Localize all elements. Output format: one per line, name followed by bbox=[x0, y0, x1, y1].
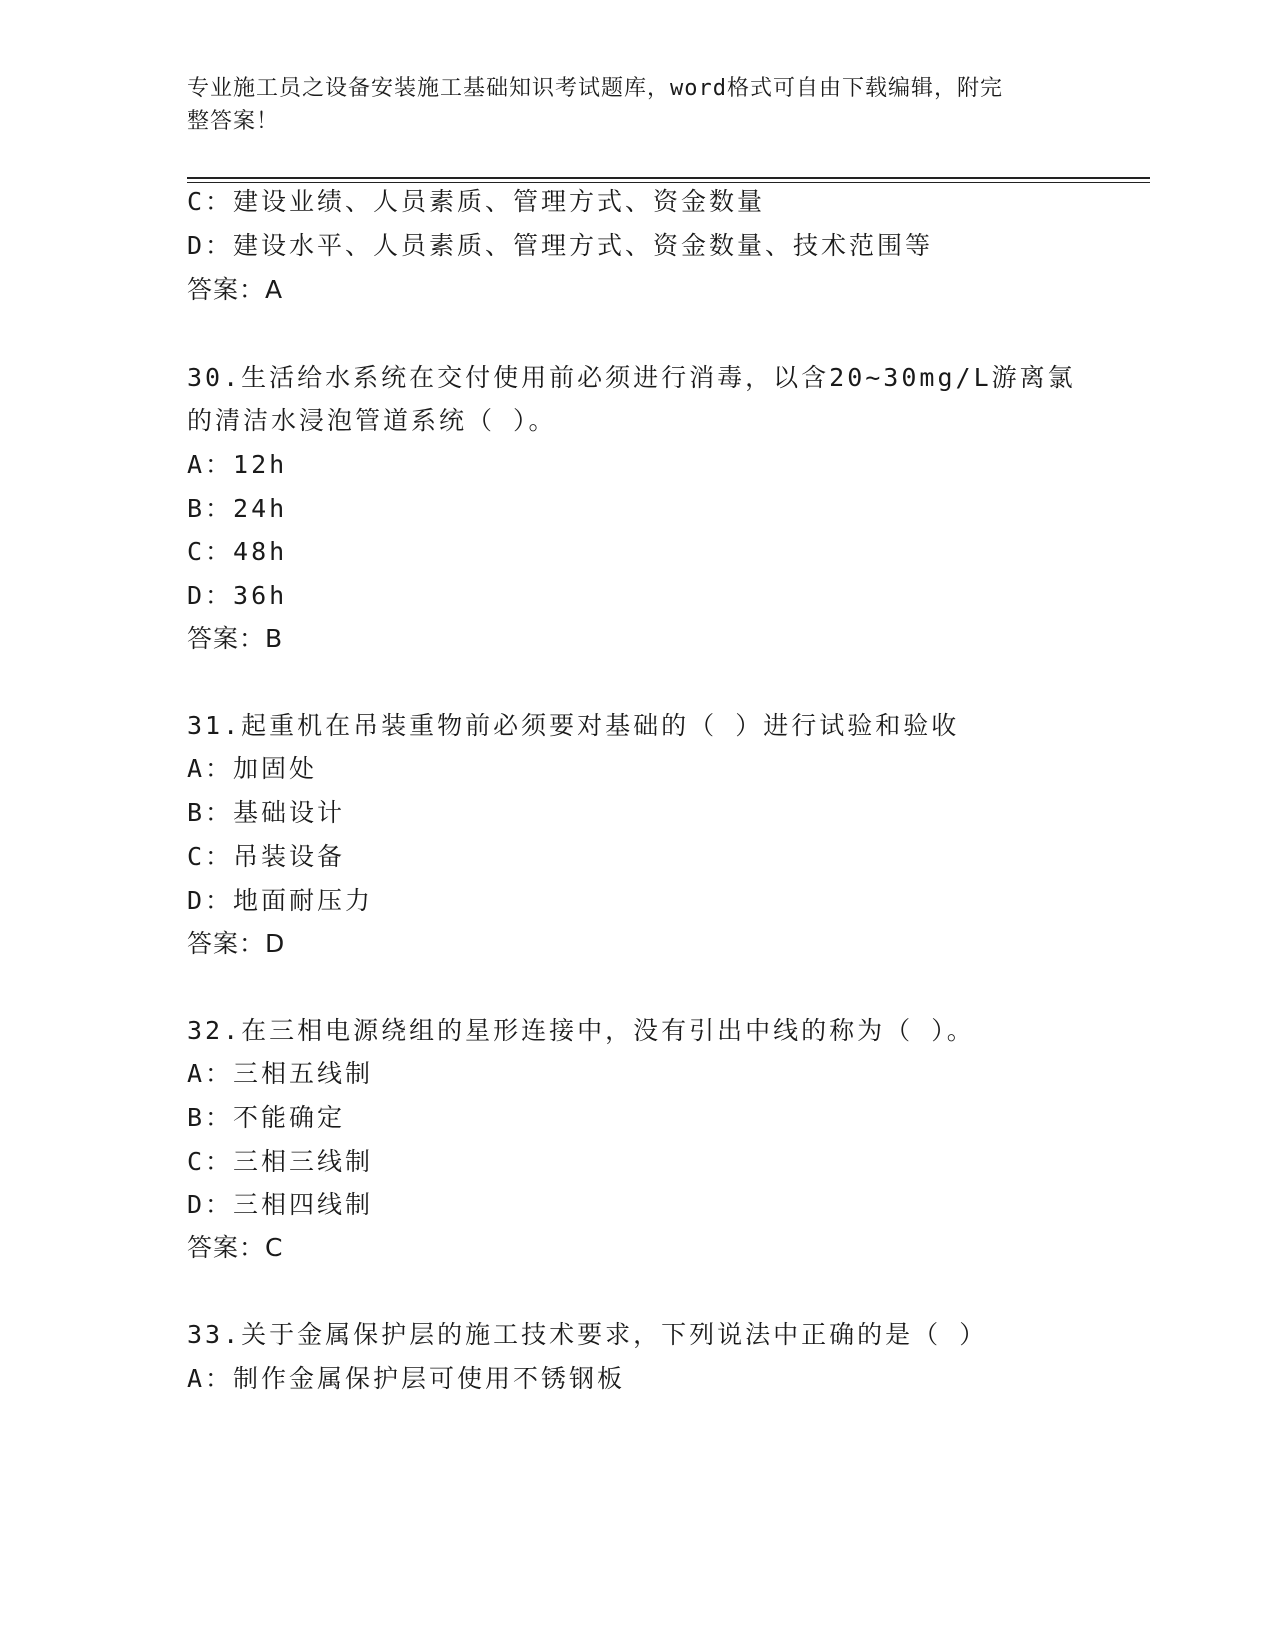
header-line-1: 专业施工员之设备安装施工基础知识考试题库，word格式可自由下载编辑，附完 bbox=[187, 76, 1003, 101]
q30-option-d: D：36h bbox=[187, 581, 288, 610]
q30-option-b: B：24h bbox=[187, 494, 288, 523]
q33-option-a: A：制作金属保护层可使用不锈钢板 bbox=[187, 1364, 626, 1393]
q31-option-d: D：地面耐压力 bbox=[187, 886, 374, 915]
q32-option-a: A：三相五线制 bbox=[187, 1059, 374, 1088]
prev-option-c: C：建设业绩、人员素质、管理方式、资金数量 bbox=[187, 187, 766, 216]
header-divider-thick bbox=[187, 177, 1150, 179]
q31-stem: 31.起重机在吊装重物前必须要对基础的（ ）进行试验和验收 bbox=[187, 711, 960, 740]
q30-option-a: A：12h bbox=[187, 450, 288, 479]
q30-stem-line-2: 的清洁水浸泡管道系统（ ）。 bbox=[187, 406, 557, 435]
q31-answer: 答案：D bbox=[187, 929, 286, 958]
q32-answer: 答案：C bbox=[187, 1233, 284, 1262]
q31-option-a: A：加固处 bbox=[187, 754, 318, 783]
header-line-2: 整答案！ bbox=[187, 109, 280, 134]
q33-stem: 33.关于金属保护层的施工技术要求，下列说法中正确的是（ ） bbox=[187, 1320, 988, 1349]
header-divider-thin bbox=[187, 182, 1150, 183]
prev-option-d: D：建设水平、人员素质、管理方式、资金数量、技术范围等 bbox=[187, 231, 934, 260]
q30-answer: 答案：B bbox=[187, 624, 284, 653]
q32-option-d: D：三相四线制 bbox=[187, 1190, 374, 1219]
document-header bbox=[187, 72, 1067, 138]
q32-option-c: C：三相三线制 bbox=[187, 1147, 374, 1176]
q31-option-c: C：吊装设备 bbox=[187, 842, 346, 871]
q30-option-c: C：48h bbox=[187, 537, 288, 566]
prev-answer: 答案：A bbox=[187, 275, 284, 304]
q32-option-b: B：不能确定 bbox=[187, 1103, 346, 1132]
q31-option-b: B：基础设计 bbox=[187, 798, 346, 827]
q30-stem-line-1: 30.生活给水系统在交付使用前必须进行消毒，以含20~30mg/L游离氯 bbox=[187, 363, 1076, 392]
q32-stem: 32.在三相电源绕组的星形连接中，没有引出中线的称为（ ）。 bbox=[187, 1016, 975, 1045]
